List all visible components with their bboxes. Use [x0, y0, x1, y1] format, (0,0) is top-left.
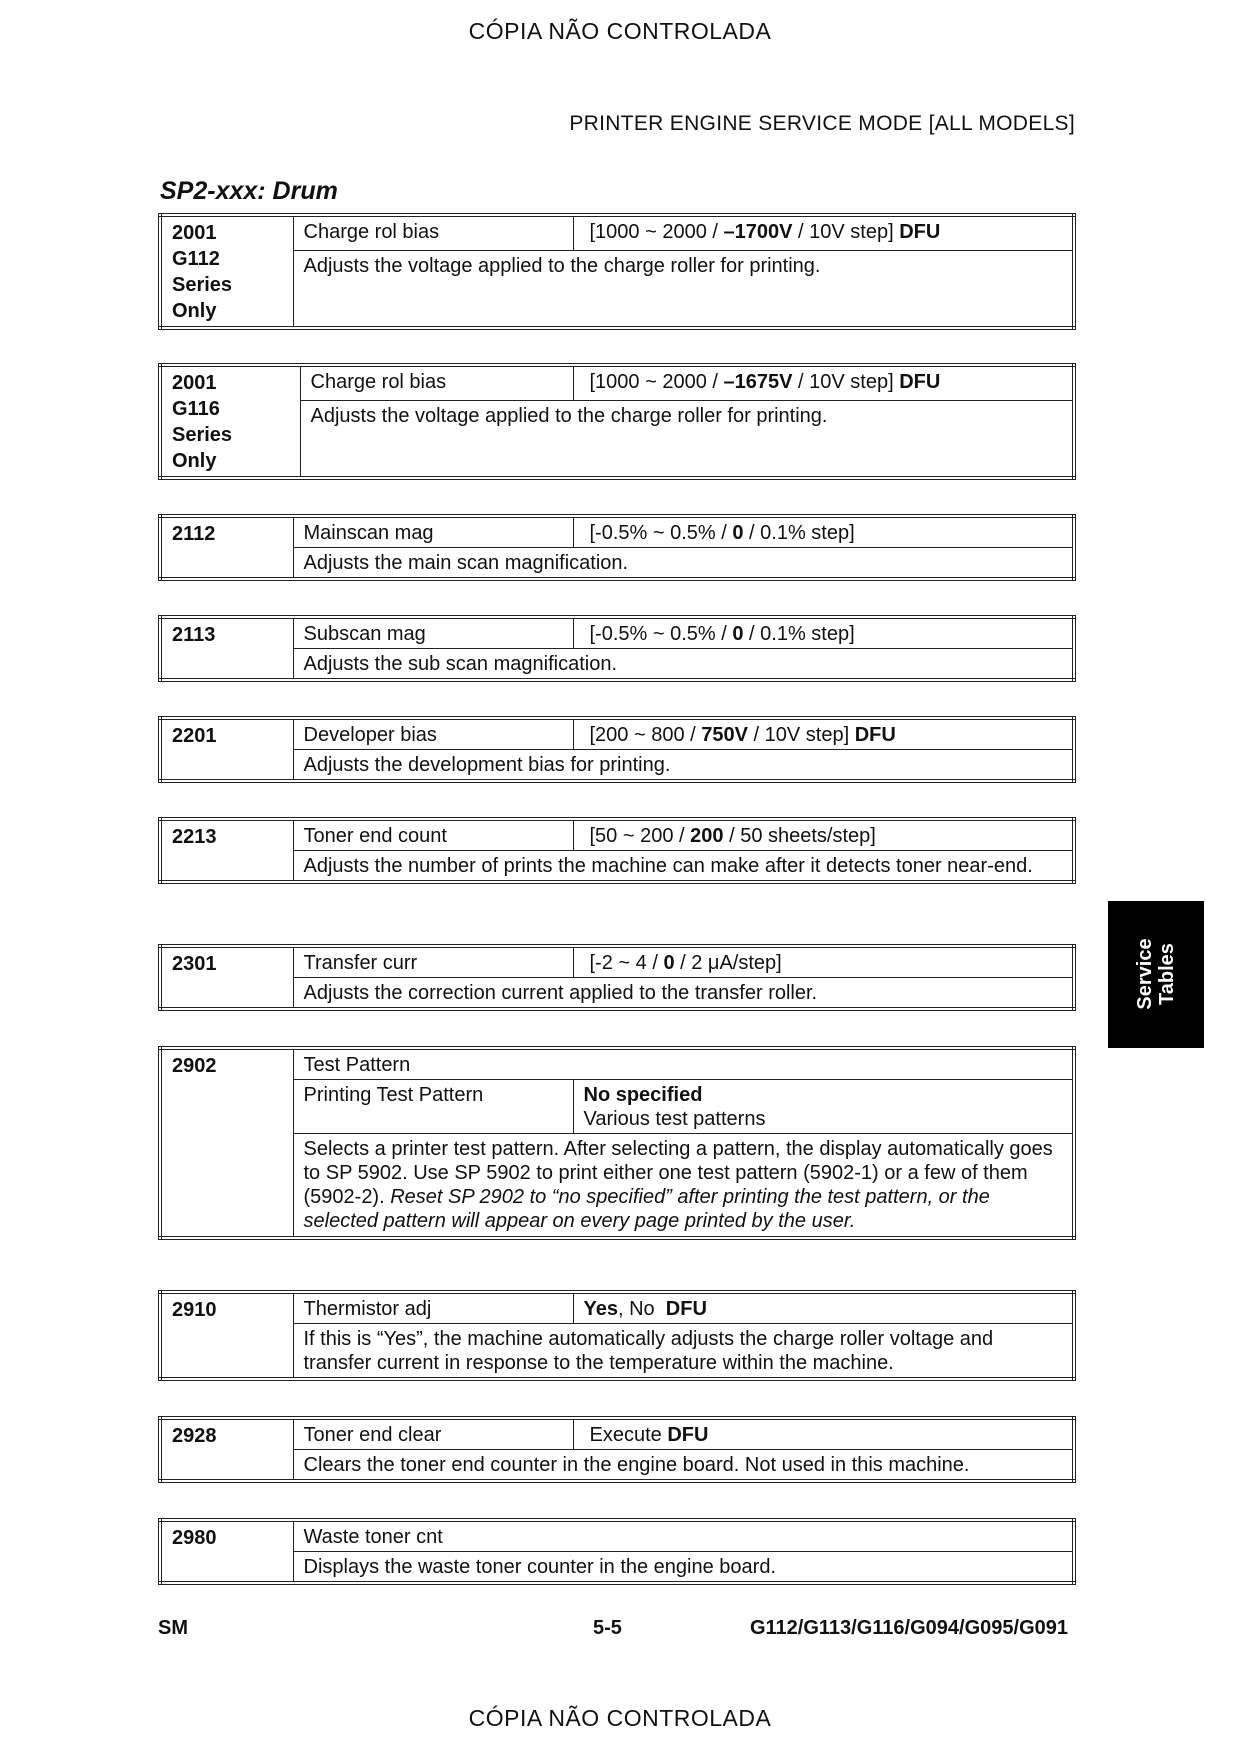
sp-description: Adjusts the voltage applied to the charge roller for printing. [293, 250, 1074, 328]
sp-code: 2113 [160, 617, 293, 680]
sp-entry-2928 [158, 1416, 1076, 1483]
sp-description-note: Reset SP 2902 to “no specified” after printing the test pattern, or the selected pattern will appear on every page printed by the user. [303, 1186, 990, 1232]
sp-value: Yes, No DFU [573, 1292, 1074, 1324]
sp-description: Adjusts the main scan magnification. [293, 548, 1074, 580]
sp-code: 2001 G116 Series Only [160, 365, 300, 478]
sp-code: 2213 [160, 819, 293, 882]
sp-entry-2980 [158, 1518, 1076, 1585]
sp-value: [50 ~ 200 / 200 / 50 sheets/step] [573, 819, 1074, 851]
sp-value: [-2 ~ 4 / 0 / 2 μA/step] [573, 946, 1074, 978]
sp-value: Execute DFU [573, 1418, 1074, 1450]
sp-label: Mainscan mag [293, 516, 573, 548]
footer-left: SM [158, 1617, 188, 1639]
sp-entry-2001-g112 [158, 213, 1076, 330]
service-tables-tab-label: Service Tables [1134, 938, 1178, 1010]
sp-sub-label: Printing Test Pattern [293, 1080, 573, 1134]
sp-entry-2113 [158, 615, 1076, 682]
page-number: 5-5 [593, 1617, 622, 1639]
sp-code: 2928 [160, 1418, 293, 1481]
sp-label: Thermistor adj [293, 1292, 573, 1324]
sp-value: No specified Various test patterns [573, 1080, 1074, 1134]
sp-value: [1000 ~ 2000 / –1700V / 10V step] DFU [573, 215, 1074, 250]
sp-description: Clears the toner end counter in the engine board. Not used in this machine. [293, 1450, 1074, 1482]
sp-value: [-0.5% ~ 0.5% / 0 / 0.1% step] [573, 617, 1074, 649]
sp-label: Test Pattern [293, 1048, 1074, 1080]
sp-entry-2213 [158, 817, 1076, 884]
sp-entry-2201 [158, 716, 1076, 783]
sp-label: Charge rol bias [300, 365, 573, 400]
sp-label: Developer bias [293, 718, 573, 750]
sp-description: Selects a printer test pattern. After selecting a pattern, the display automatically goes to SP 5902. Use SP 5902 to print either one test pattern (5902-1) or a few of them (5902-2). Reset SP 2902 to “no specified” after printing the test pattern, or the selected pattern will appear on every page printed by the user. [293, 1134, 1074, 1239]
sp-label: Toner end clear [293, 1418, 573, 1450]
sp-description: Adjusts the sub scan magnification. [293, 649, 1074, 681]
sp-value: [200 ~ 800 / 750V / 10V step] DFU [573, 718, 1074, 750]
sp-code: 2112 [160, 516, 293, 579]
sp-label: Waste toner cnt [293, 1520, 1074, 1552]
sp-label: Subscan mag [293, 617, 573, 649]
sp-description: Adjusts the correction current applied to the transfer roller. [293, 978, 1074, 1010]
sp-entry-2910 [158, 1290, 1076, 1381]
sp-label: Toner end count [293, 819, 573, 851]
sp-description: If this is “Yes”, the machine automatically adjusts the charge roller voltage and transfer current in response to the temperature within the machine. [293, 1324, 1074, 1380]
sp-code: 2902 [160, 1048, 293, 1238]
sp-entry-2001-g116 [158, 363, 1076, 480]
sp-description: Adjusts the development bias for printing. [293, 750, 1074, 782]
service-tables-tab [1108, 901, 1204, 1048]
section-title: SP2-xxx: Drum [160, 177, 338, 205]
sp-description: Adjusts the number of prints the machine can make after it detects toner near-end. [293, 851, 1074, 883]
sp-code: 2201 [160, 718, 293, 781]
sp-description: Displays the waste toner counter in the engine board. [293, 1552, 1074, 1584]
sp-label: Charge rol bias [293, 215, 573, 250]
sp-code: 2301 [160, 946, 293, 1009]
sp-description: Adjusts the voltage applied to the charge roller for printing. [300, 400, 1074, 478]
sp-value: [-0.5% ~ 0.5% / 0 / 0.1% step] [573, 516, 1074, 548]
sp-label: Transfer curr [293, 946, 573, 978]
footer-models: G112/G113/G116/G094/G095/G091 [749, 1617, 1068, 1639]
sp-code: 2001 G112 Series Only [160, 215, 293, 328]
running-header: PRINTER ENGINE SERVICE MODE [ALL MODELS] [569, 112, 1075, 135]
sp-entry-2112 [158, 514, 1076, 581]
sp-entry-2301 [158, 944, 1076, 1011]
sp-entry-2902 [158, 1046, 1076, 1240]
sp-code: 2910 [160, 1292, 293, 1379]
watermark-top: CÓPIA NÃO CONTROLADA [468, 18, 772, 44]
sp-code: 2980 [160, 1520, 293, 1583]
watermark-bottom: CÓPIA NÃO CONTROLADA [468, 1705, 772, 1731]
sp-value: [1000 ~ 2000 / –1675V / 10V step] DFU [573, 365, 1074, 400]
